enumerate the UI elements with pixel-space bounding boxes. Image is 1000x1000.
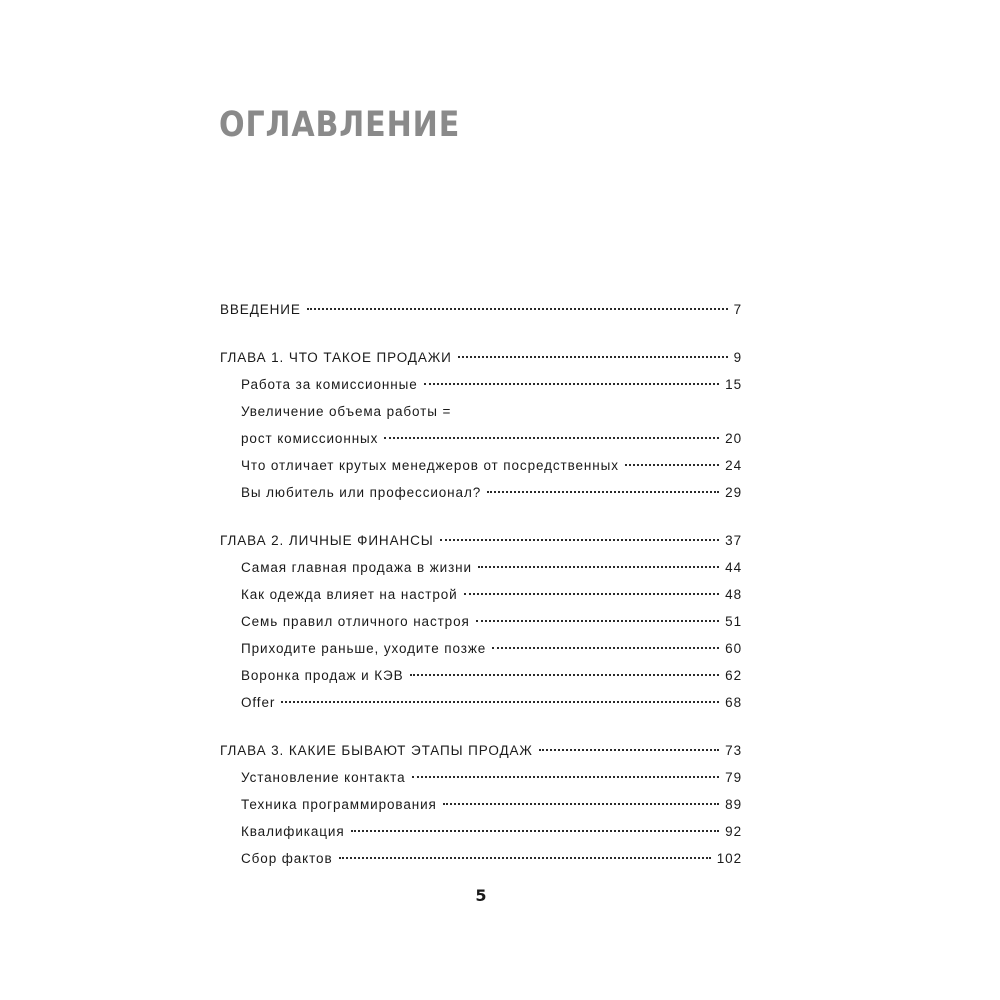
toc-entry-page: 92: [725, 824, 742, 839]
toc-entry-page: 48: [725, 587, 742, 602]
toc-entry-page: 60: [725, 641, 742, 656]
toc-entry-label: Как одежда влияет на настрой: [241, 587, 458, 602]
page-title: ОГЛАВЛЕНИЕ: [219, 105, 461, 145]
dot-leader: [410, 674, 720, 676]
dot-leader: [424, 383, 720, 385]
dot-leader: [384, 437, 719, 439]
dot-leader: [307, 308, 728, 310]
toc-entry-label: Работа за комиссионные: [241, 377, 418, 392]
toc-entry-label: Семь правил отличного настроя: [241, 614, 470, 629]
toc-entry[interactable]: [220, 479, 742, 506]
toc-entry-label: Что отличает крутых менеджеров от посредственных: [241, 458, 619, 473]
toc-entry-label: Offer: [241, 695, 276, 710]
toc-entry-label: ВВЕДЕНИЕ: [220, 302, 301, 317]
toc-entry-label: ГЛАВА 3. КАКИЕ БЫВАЮТ ЭТАПЫ ПРОДАЖ: [220, 743, 533, 758]
toc-entry[interactable]: [220, 662, 742, 689]
dot-leader: [492, 647, 719, 649]
toc-entry-label: Вы любитель или профессионал?: [241, 485, 482, 500]
toc-entry[interactable]: [220, 608, 742, 635]
toc-entry-page: 7: [733, 302, 742, 317]
toc-entry-label: Самая главная продажа в жизни: [241, 560, 472, 575]
dot-leader: [281, 701, 719, 703]
dot-leader: [464, 593, 720, 595]
toc-entry-page: 15: [725, 377, 742, 392]
toc-entry-page: 79: [725, 770, 742, 785]
toc-entry-page: 73: [725, 743, 742, 758]
toc-entry-page: 37: [725, 533, 742, 548]
toc-entry-page: 44: [725, 560, 742, 575]
toc-entry[interactable]: [220, 554, 742, 581]
toc-entry[interactable]: [220, 791, 742, 818]
toc-entry-page: 9: [733, 350, 742, 365]
toc-entry[interactable]: [220, 689, 742, 716]
toc-entry-page: 29: [725, 485, 742, 500]
dot-leader: [487, 491, 719, 493]
toc-entry-label: Приходите раньше, уходите позже: [241, 641, 487, 656]
toc-entry[interactable]: [220, 425, 742, 452]
toc-entry-chapter-2[interactable]: [220, 527, 742, 554]
toc-entry[interactable]: [220, 818, 742, 845]
toc-entry-page: 68: [725, 695, 742, 710]
toc-entry-page: 20: [725, 431, 742, 446]
dot-leader: [443, 803, 719, 805]
toc-entry[interactable]: [220, 452, 742, 479]
toc-entry-page: 62: [725, 668, 742, 683]
toc-entry-page: 89: [725, 797, 742, 812]
toc-entry-label: Техника программирования: [241, 797, 437, 812]
toc-entry[interactable]: [220, 371, 742, 398]
toc-entry-label: Квалификация: [241, 824, 345, 839]
dot-leader: [476, 620, 719, 622]
table-of-contents: [220, 296, 742, 872]
dot-leader: [339, 857, 711, 859]
toc-entry-page: 102: [716, 851, 742, 866]
toc-entry-label: ГЛАВА 1. ЧТО ТАКОЕ ПРОДАЖИ: [220, 350, 452, 365]
toc-entry-continued[interactable]: [220, 398, 742, 425]
dot-leader: [625, 464, 719, 466]
toc-entry-label: Установление контакта: [241, 770, 406, 785]
toc-entry-intro[interactable]: [220, 296, 742, 323]
dot-leader: [440, 539, 720, 541]
dot-leader: [458, 356, 728, 358]
toc-entry-label: ГЛАВА 2. ЛИЧНЫЕ ФИНАНСЫ: [220, 533, 434, 548]
page-number: 5: [475, 886, 487, 905]
dot-leader: [412, 776, 720, 778]
toc-entry-label: Воронка продаж и КЭВ: [241, 668, 404, 683]
dot-leader: [478, 566, 719, 568]
toc-entry[interactable]: [220, 845, 742, 872]
toc-entry[interactable]: [220, 581, 742, 608]
toc-entry-label: Сбор фактов: [241, 851, 333, 866]
dot-leader: [539, 749, 719, 751]
toc-entry-page: 24: [725, 458, 742, 473]
toc-entry-chapter-3[interactable]: [220, 737, 742, 764]
toc-entry-chapter-1[interactable]: [220, 344, 742, 371]
toc-entry[interactable]: [220, 764, 742, 791]
toc-entry[interactable]: [220, 635, 742, 662]
toc-entry-page: 51: [725, 614, 742, 629]
dot-leader: [351, 830, 720, 832]
toc-entry-label: Увеличение объема работы =: [241, 404, 452, 419]
toc-entry-label: рост комиссионных: [241, 431, 379, 446]
